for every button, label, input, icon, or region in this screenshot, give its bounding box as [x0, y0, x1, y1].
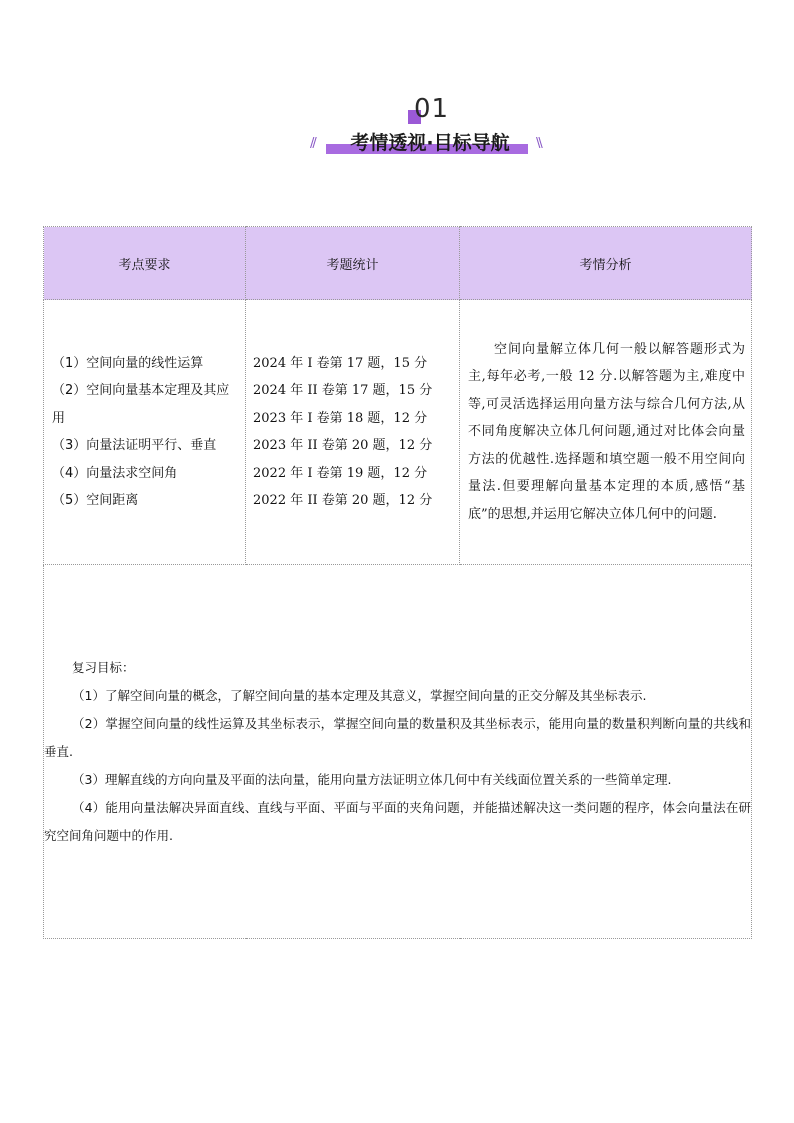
section-header	[0, 90, 794, 170]
section-number-block	[404, 96, 454, 126]
stat-item: 2024 年 II 卷第 17 题，15 分	[253, 383, 433, 398]
exam-analysis-table	[43, 226, 752, 939]
review-goals-cell	[44, 565, 752, 939]
requirement-item: （5）空间距离	[52, 493, 139, 508]
requirement-item: （1）空间向量的线性运算	[52, 355, 204, 371]
stat-item: 2022 年 I 卷第 19 题，12 分	[253, 465, 428, 481]
section-title: 考情透视·目标导航	[350, 132, 510, 154]
requirement-item: （2）空间向量基本定理及其应用	[52, 383, 230, 426]
statistics-cell	[246, 300, 460, 565]
review-goals-row	[44, 565, 752, 939]
section-title-block	[308, 128, 548, 158]
header-analysis: 考情分析	[460, 227, 752, 300]
goal-item: （3）理解直线的方向向量及平面的法向量，能用向量方法证明立体几何中有关线面位置关系的一些简单定理.	[72, 771, 672, 787]
header-requirements: 考点要求	[44, 227, 246, 300]
goals-title: 复习目标：	[72, 659, 135, 675]
section-number: 01	[414, 94, 450, 124]
table-header-row	[44, 227, 752, 300]
requirement-item: （4）向量法求空间角	[52, 465, 178, 481]
requirement-item: （3）向量法证明平行、垂直	[52, 438, 217, 453]
analysis-text: 空间向量解立体几何一般以解答题形式为主,每年必考,一般 12 分.以解答题为主,难度中等,可灵活选择运用向量方法与综合几何方法,从不同角度解决立体几何问题,通过对比体会向量方法的优越性.选择题和填空题一般不用空间向量法.但要理解向量基本定理的本质,感悟“基底”的思想,并运用它解决立体几何中的问题.	[468, 341, 745, 522]
title-deco-left: //	[310, 136, 315, 151]
title-deco-right: \\	[536, 136, 541, 151]
stat-item: 2023 年 II 卷第 20 题，12 分	[253, 438, 433, 453]
table-content-row	[44, 300, 752, 565]
goal-item: （4）能用向量法解决异面直线、直线与平面、平面与平面的夹角问题，并能描述解决这一类问题的程序，体会向量法在研究空间角问题中的作用.	[44, 799, 751, 843]
goal-item: （2）掌握空间向量的线性运算及其坐标表示，掌握空间向量的数量积及其坐标表示，能用向量的数量积判断向量的共线和垂直.	[44, 715, 751, 759]
header-statistics: 考题统计	[246, 227, 460, 300]
stat-item: 2023 年 I 卷第 18 题，12 分	[253, 410, 428, 426]
stat-item: 2024 年 I 卷第 17 题，15 分	[253, 355, 428, 371]
goal-item: （1）了解空间向量的概念，了解空间向量的基本定理及其意义，掌握空间向量的正交分解及其坐标表示.	[72, 687, 647, 703]
requirements-cell	[44, 300, 246, 565]
analysis-cell	[460, 300, 752, 565]
stat-item: 2022 年 II 卷第 20 题，12 分	[253, 493, 433, 508]
